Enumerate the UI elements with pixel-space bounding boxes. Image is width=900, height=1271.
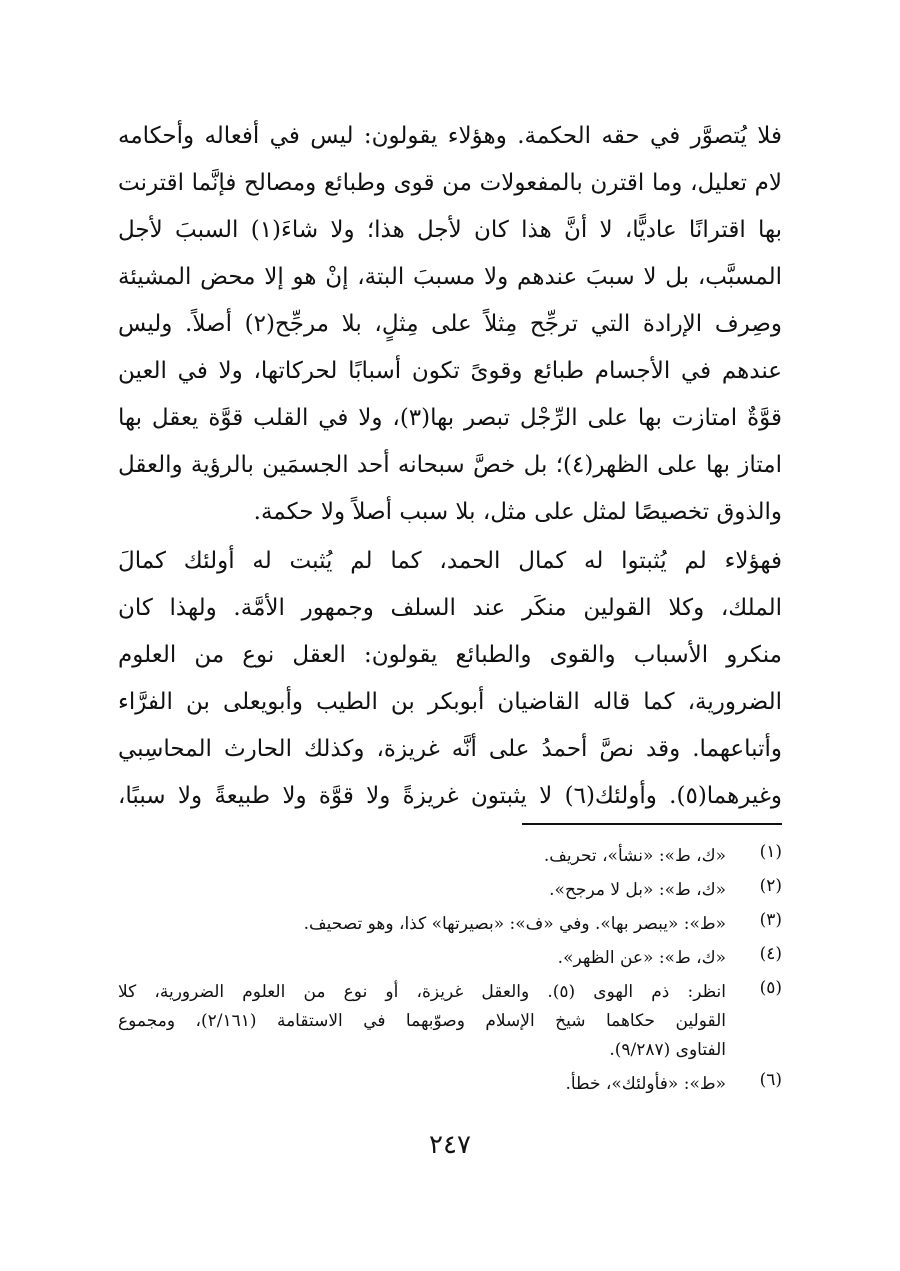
page-number: ٢٤٧ bbox=[429, 1130, 471, 1160]
text-line: فلا يُتصوَّر في حقه الحكمة. وهؤلاء يقولون: ليس في أفعاله وأحكامه bbox=[118, 123, 782, 149]
text-line: وأتباعهما. وقد نصَّ أحمدُ على أنَّه غريزة، وكذلك الحارث المحاسِبي bbox=[118, 736, 782, 762]
text-line: الملك، وكلا القولين منكَر عند السلف وجمهور الأمَّة. ولهذا كان bbox=[118, 595, 782, 621]
text-line: المسبَّب، بل لا سببَ عندهم ولا مسببَ البتة، إنْ هو إلا محض المشيئة bbox=[118, 264, 782, 290]
footnote-2 bbox=[118, 876, 782, 905]
footnote-number: (٣) bbox=[759, 910, 782, 930]
footnote-5 bbox=[118, 978, 782, 1065]
text-line: الضرورية، كما قاله القاضيان أبوبكر بن الطيب وأبويعلى بن الفرَّاء bbox=[118, 689, 782, 715]
footnote-text bbox=[118, 842, 726, 871]
footnotes bbox=[118, 842, 782, 1099]
footnote-separator bbox=[522, 823, 782, 825]
footnote-line: «ك، ط»: «نشأ»، تحريف. bbox=[543, 846, 726, 866]
footnote-line: انظر: ذم الهوى (٥). والعقل غريزة، أو نوع من العلوم الضرورية، كلا bbox=[118, 982, 726, 1002]
footnote-number: (٢) bbox=[759, 876, 782, 896]
footnote-line: «ك، ط»: «عن الظهر». bbox=[557, 948, 726, 968]
footnote-number: (٦) bbox=[759, 1070, 782, 1090]
text-line: وصِرف الإرادة التي ترجِّح مِثلاً على مِثلٍ، بلا مرجِّح(٢) أصلاً. وليس bbox=[118, 311, 782, 337]
text-line: لام تعليل، وما اقترن بالمفعولات من قوى وطبائع ومصالح فإنَّما اقترنت bbox=[118, 170, 782, 196]
footnote-text bbox=[118, 978, 726, 1065]
footnote-3 bbox=[118, 910, 782, 939]
footnote-text bbox=[118, 910, 726, 939]
footnote-number: (٤) bbox=[759, 944, 782, 964]
text-line: امتاز بها على الظهر(٤)؛ بل خصَّ سبحانه أحد الجسمَين بالرؤية والعقل bbox=[118, 452, 782, 478]
paragraph-2 bbox=[118, 538, 782, 820]
footnote-line: «ك، ط»: «بل لا مرجح». bbox=[549, 880, 726, 900]
footnote-number: (٥) bbox=[759, 978, 782, 998]
text-line: بها اقترانًا عاديًّا، لا أنَّ هذا كان لأجل هذا؛ ولا شاءَ(١) السببَ لأجل bbox=[118, 217, 782, 243]
footnote-text bbox=[118, 876, 726, 905]
text-line: وغيرهما(٥). وأولئك(٦) لا يثبتون غريزةً ولا قوَّة ولا طبيعةً ولا سببًا، bbox=[118, 783, 782, 809]
footnote-number: (١) bbox=[759, 842, 782, 862]
text-line: قوَّةٌ امتازت بها على الرِّجْل تبصر بها(٣)، ولا في القلب قوَّة يعقل بها bbox=[118, 405, 782, 431]
footnote-line: «ط»: «فأولئك»، خطأ. bbox=[565, 1074, 726, 1094]
footnote-6 bbox=[118, 1070, 782, 1099]
text-line: منكرو الأسباب والقوى والطبائع يقولون: العقل نوع من العلوم bbox=[118, 642, 782, 668]
footnote-line: القولين حكاهما شيخ الإسلام وصوّبهما في الاستقامة (٢/١٦١)، ومجموع bbox=[118, 1011, 726, 1031]
footnote-text bbox=[118, 1070, 726, 1099]
text-line: والذوق تخصيصًا لمثل على مثل، بلا سبب أصلاً ولا حكمة. bbox=[253, 499, 782, 525]
text-line: عندهم في الأجسام طبائع وقوىً تكون أسبابًا لحركاتها، ولا في العين bbox=[118, 358, 782, 384]
footnote-line: «ط»: «يبصر بها». وفي «ف»: «بصيرتها» كذا، وهو تصحيف. bbox=[303, 914, 726, 934]
text-line: فهؤلاء لم يُثبتوا له كمال الحمد، كما لم يُثبت له أولئك كمالَ bbox=[118, 548, 782, 574]
paragraph-1 bbox=[118, 113, 782, 536]
footnote-line: الفتاوى (٩/٢٨٧). bbox=[609, 1040, 726, 1060]
footnote-4 bbox=[118, 944, 782, 973]
footnote-1 bbox=[118, 842, 782, 871]
footnote-text bbox=[118, 944, 726, 973]
